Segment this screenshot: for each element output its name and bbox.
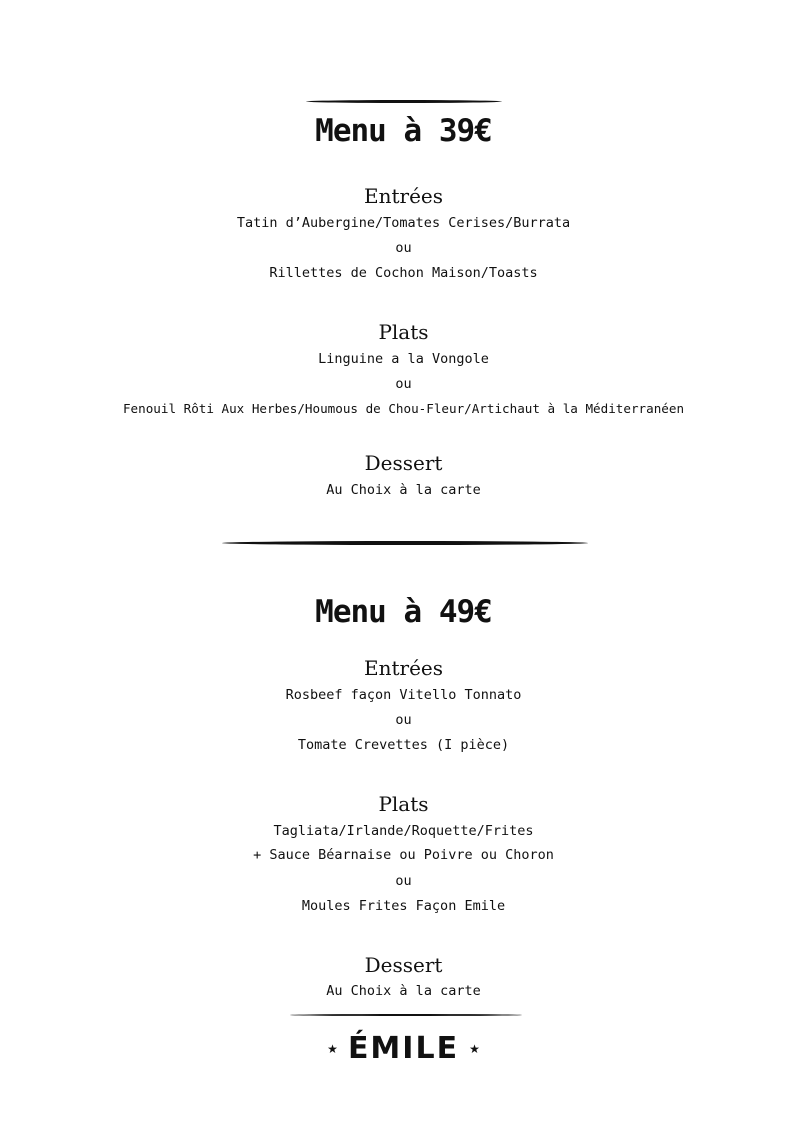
menu-49-entree-or: ou bbox=[395, 712, 412, 728]
menu-39-plat-or: ou bbox=[395, 376, 412, 392]
menu-39-entree-1: Tatin d’Aubergine/Tomates Cerises/Burrata bbox=[236, 215, 571, 231]
bottom-divider bbox=[290, 1014, 522, 1016]
menu-49-entree-2: Tomate Crevettes (I pièce) bbox=[297, 737, 510, 753]
menu-49-dessert-1: Au Choix à la carte bbox=[326, 983, 481, 999]
menu-49-plat-1-sauce: + Sauce Béarnaise ou Poivre ou Choron bbox=[253, 847, 554, 863]
menu-49-entrees-heading: Entrées bbox=[363, 656, 443, 680]
menu-39-plats-heading: Plats bbox=[378, 320, 429, 344]
emile-logo bbox=[0, 1031, 807, 1066]
menu-39-entree-2: Rillettes de Cochon Maison/Toasts bbox=[269, 265, 538, 281]
menu-49-entree-1: Rosbeef façon Vitello Tonnato bbox=[285, 687, 522, 703]
logo-wordmark: ÉMILE bbox=[347, 1031, 460, 1066]
middle-divider bbox=[222, 541, 588, 545]
menu-39-plat-2: Fenouil Rôti Aux Herbes/Houmous de Chou-Fleur/Artichaut à la Méditerranéen bbox=[122, 401, 685, 416]
star-icon: ★ bbox=[327, 1042, 338, 1056]
menu-49-plat-or: ou bbox=[395, 873, 412, 889]
menu-49-plat-1: Tagliata/Irlande/Roquette/Frites bbox=[273, 823, 534, 839]
menu-39-entree-or: ou bbox=[395, 240, 412, 256]
menu-49-title: Menu à 49€ bbox=[315, 594, 492, 630]
menu-49-plat-2: Moules Frites Façon Emile bbox=[301, 898, 506, 914]
menu-39-entrees-heading: Entrées bbox=[363, 184, 443, 208]
menu-49-plats-heading: Plats bbox=[378, 792, 429, 816]
menu-39-dessert-heading: Dessert bbox=[364, 451, 443, 475]
top-divider bbox=[306, 100, 502, 103]
star-icon: ★ bbox=[469, 1042, 480, 1056]
menu-39-title: Menu à 39€ bbox=[315, 113, 492, 149]
menu-39-plat-1: Linguine a la Vongole bbox=[318, 351, 489, 367]
menu-39-dessert-1: Au Choix à la carte bbox=[326, 482, 481, 498]
menu-49-dessert-heading: Dessert bbox=[364, 953, 443, 977]
